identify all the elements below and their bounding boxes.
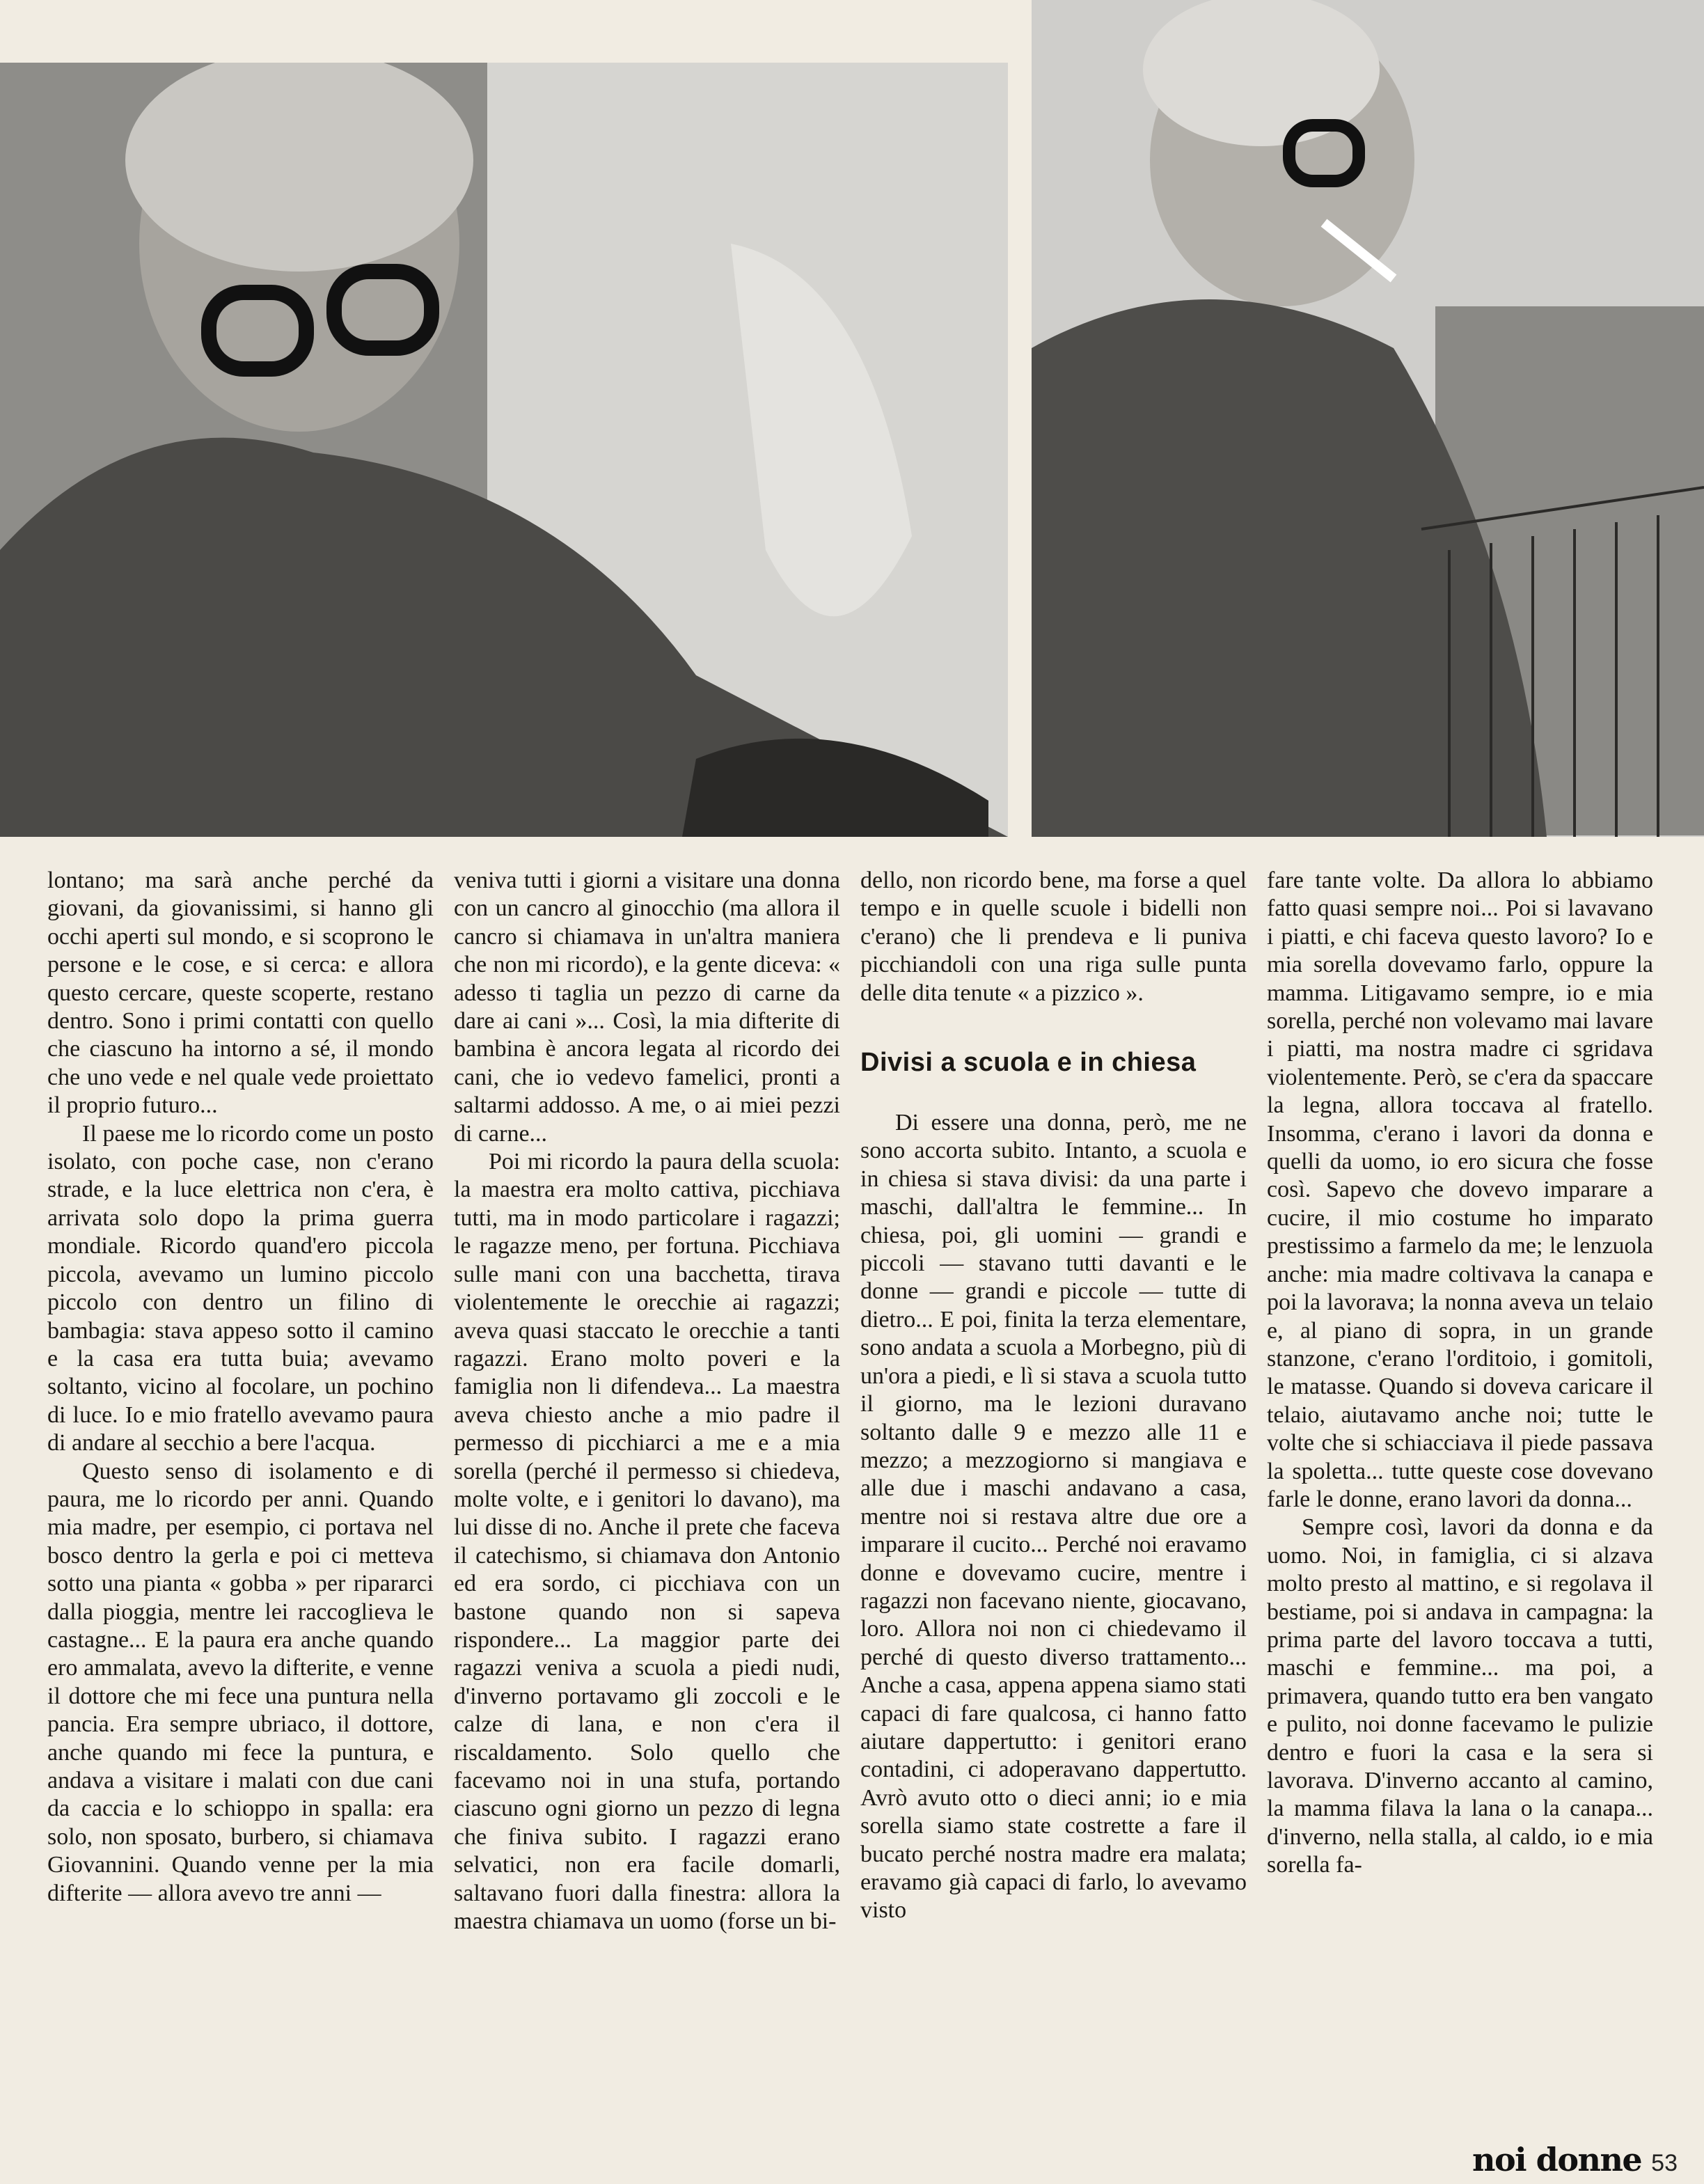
photo-elderly-woman-cutting-fabric-icon: [0, 63, 1008, 837]
section-heading: Divisi a scuola e in chiesa: [860, 1048, 1197, 1078]
page-footer: [1472, 2141, 1678, 2178]
page-number: 53: [1651, 2150, 1678, 2176]
paragraph: dello, non ricordo bene, ma forse a quel tempo e in quelle scuole i bidelli non c'erano) che li prendeva e li puniva picchiandoli con una riga sulle punta delle dita tenute « a pizzico ».: [860, 867, 1247, 1006]
text-column-2: [454, 867, 840, 1935]
photo-left: [0, 63, 1008, 837]
paragraph: Di essere una donna, però, me ne sono accorta subito. Intanto, a scuola e in chiesa si stava divisi: da una parte i maschi, dall'altra le femmine... In chiesa, poi, gli uomini — grandi e piccoli — stavano tutti davanti e le donne — grandi e piccole — tutte di dietro... E poi, finita la terza elementare, sono andata a scuola a Morbegno, più di un'ora a piedi, e lì si stava a scuola tutto il giorno, ma le lezioni duravano soltanto dalle 9 e mezzo alle 11 e mezzo; a mezzogiorno si mangiava e alle due i maschi andavano a casa, mentre noi si restava altre due ore a imparare il cucito... Perché noi eravamo donne e dovevamo cucire, mentre i ragazzi non facevano niente, giocavano, loro. Allora noi non ci chiedevamo il perché di questo diverso trattamento... Anche a casa, appena appena siamo stati capaci di fare qualcosa, ci hanno fatto aiutare dappertutto: i genitori erano contadini, ci adoperavano dappertutto. Avrò avuto otto o dieci anni; io e mia sorella siamo state costrette a fare il bucato perché nostra madre era malata; eravamo già capaci di farlo, lo avevamo visto: [860, 1110, 1247, 1924]
paragraph: Sempre così, lavori da donna e da uomo. Noi, in famiglia, ci si alzava molto presto al mattino, e si regolava il bestiame, poi si andava in campagna: la prima parte del lavoro toccava a tutti, maschi e femmine... ma poi, a primavera, quando tutto era ben vangato e pulito, noi donne facevamo le pulizie dentro e fuori la casa e la sera si lavorava. D'inverno accanto al camino, la mamma filava la lana o la canapa... d'inverno, nella stalla, al caldo, io e mia sorella fa-: [1267, 1514, 1653, 1878]
text-column-4: [1267, 867, 1653, 1880]
text-column-3: [860, 867, 1247, 1925]
paragraph: Il paese me lo ricordo come un posto isolato, con poche case, non c'erano strade, e la luce elettrica non c'era, è arrivata solo dopo la prima guerra mondiale. Ricordo quand'ero piccola piccola, avevamo un lumino piccolo piccolo con dentro un filino di bambagia: stava appeso sotto il camino e la casa era tutta buia; avevamo soltanto, vicino al focolare, un pochino di luce. Io e mio fratello avevamo paura di andare al secchio a bere l'acqua.: [47, 1120, 434, 1456]
photo-elderly-woman-on-balcony-icon: [1032, 0, 1704, 837]
magazine-logo: noi donne: [1472, 2141, 1642, 2178]
paragraph: fare tante volte. Da allora lo abbiamo fatto quasi sempre noi... Poi si lavavano i piatti, e chi faceva questo lavoro? Io e mia sorella dovevamo farlo, oppure la mamma. Litigavamo sempre, io e mia sorella, perché non volevamo mai lavare i piatti, ma nostra madre ci sgridava violentemente. Però, se c'era da spaccare la legna, allora toccava al fratello. Insomma, c'erano i lavori da donna e quelli da uomo, io ero sicura che fosse così. Sapevo che dovevo imparare a cucire, il mio costume ho imparato prestissimo a farmelo da me; le lenzuola anche: mia madre coltivava la canapa e poi la lavorava; la nonna aveva un telaio e, al piano di sopra, in un grande stanzone, c'erano l'orditoio, i gomitoli, le matasse. Quando si doveva caricare il telaio, aiutavamo anche noi; tutte le volte che si schiacciava il piede passava la spoletta... tutte queste cose dovevano farle le donne, erano lavori da donna...: [1267, 867, 1653, 1512]
paragraph: lontano; ma sarà anche perché da giovani, da giovanissimi, si hanno gli occhi aperti sul mondo, e si scoprono le persone e le cose, e si cerca: e allora questo cercare, queste scoperte, restano dentro. Sono i primi contatti con quello che ciascuno ha intorno a sé, il mondo che uno vede e nel quale vede proiettato il proprio futuro...: [47, 867, 434, 1119]
paragraph: Questo senso di isolamento e di paura, me lo ricordo per anni. Quando mia madre, per esempio, ci portava nel bosco dentro la gerla e poi ci metteva sotto una pianta « gobba » per ripararci dalla pioggia, mentre lei raccoglieva le castagne... E la paura era anche quando ero ammalata, avevo la difterite, e venne il dottore che mi fece una puntura nella pancia. Era sempre ubriaco, il dottore, anche quando mi fece la puntura, e andava a visitare i malati con due cani da caccia e lo schioppo in spalla: era solo, non sposato, burbero, si chiamava Giovannini. Quando venne per la mia difterite — allora avevo tre anni —: [47, 1458, 434, 1906]
text-column-1: [47, 867, 434, 1908]
photo-right: [1032, 0, 1704, 837]
paragraph: Poi mi ricordo la paura della scuola: la maestra era molto cattiva, picchiava tutti, ma in modo particolare i ragazzi; le ragazze meno, per fortuna. Picchiava sulle mani con una bacchetta, tirava violentemente le orecchie ai ragazzi; aveva quasi staccato le orecchie a tanti ragazzi. Erano molto poveri e la famiglia non li difendeva... La maestra aveva chiesto anche a mio padre il permesso di picchiarci a me e a mia sorella (perché il permesso si chiedeva, molte volte, e i genitori lo davano), ma lui disse di no. Anche il prete che faceva il catechismo, si chiamava don Antonio ed era sordo, ci picchiava con un bastone quando non si sapeva rispondere... La maggior parte dei ragazzi veniva a scuola a piedi nudi, d'inverno portavamo gli zoccoli e le calze di lana, e non c'era il riscaldamento. Solo quello che facevamo noi in una stufa, portando ciascuno ogni giorno un pezzo di legna che finiva subito. I ragazzi erano selvatici, non era facile domarli, saltavano fuori dalla finestra: allora la maestra chiamava un uomo (forse un bi-: [454, 1149, 840, 1935]
paragraph: veniva tutti i giorni a visitare una donna con un cancro al ginocchio (ma allora il cancro si chiamava in un'altra maniera che non mi ricordo), e la gente diceva: « adesso ti taglia un pezzo di carne da dare ai cani »... Così, la mia difterite di bambina è ancora legata al ricordo dei cani, che io vedevo famelici, pronti a saltarmi addosso. A me, o ai miei pezzi di carne...: [454, 867, 840, 1147]
